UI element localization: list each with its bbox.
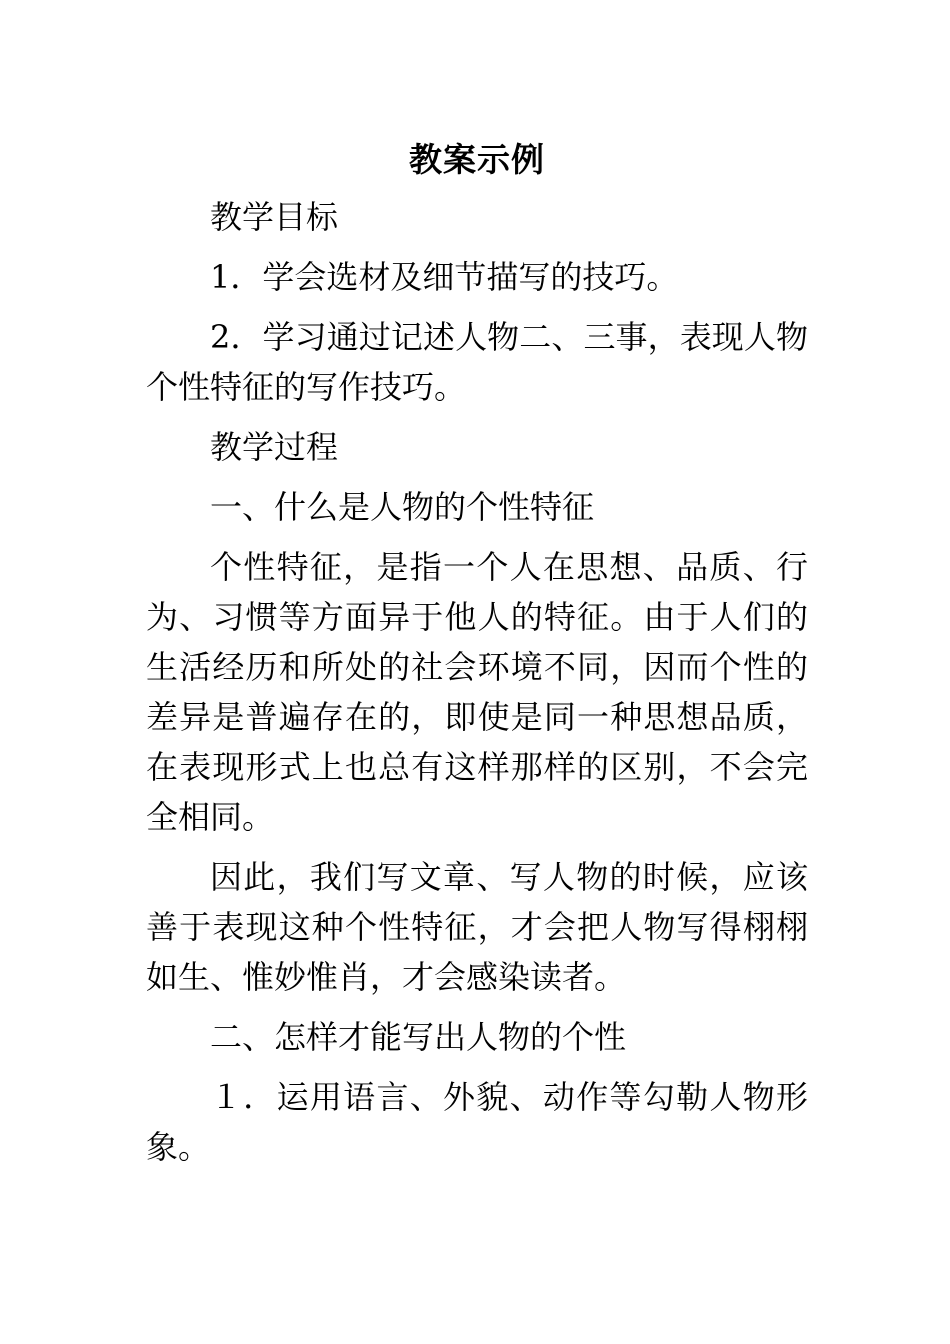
heading-teaching-goals: 教学目标 — [210, 198, 339, 236]
document-page — [146, 134, 808, 1182]
section-heading-2: 二、怎样才能写出人物的个性 — [210, 1018, 627, 1056]
section-heading-1: 一、什么是人物的个性特征 — [210, 488, 595, 526]
body-paragraph-definition: 个性特征，是指一个人在思想、品质、行为、习惯等方面异于他人的特征。由于人们的生活经历和所处的社会环境不同，因而个性的差异是普遍存在的，即使是同一种思想品质，在表现形式上也总有这样那样的区别，不会完全相同。 — [146, 548, 808, 836]
document-title: 教案示例 — [409, 140, 545, 179]
goal-item-2: 2．学习通过记述人物二、三事，表现人物个性特征的写作技巧。 — [146, 318, 808, 406]
goal-item-1: 1．学会选材及细节描写的技巧。 — [210, 258, 679, 296]
body-paragraph-therefore: 因此，我们写文章、写人物的时候，应该善于表现这种个性特征，才会把人物写得栩栩如生、惟妙惟肖，才会感染读者。 — [146, 858, 808, 996]
method-item-1: １．运用语言、外貌、动作等勾勒人物形象。 — [146, 1078, 808, 1166]
heading-teaching-process: 教学过程 — [210, 428, 339, 466]
